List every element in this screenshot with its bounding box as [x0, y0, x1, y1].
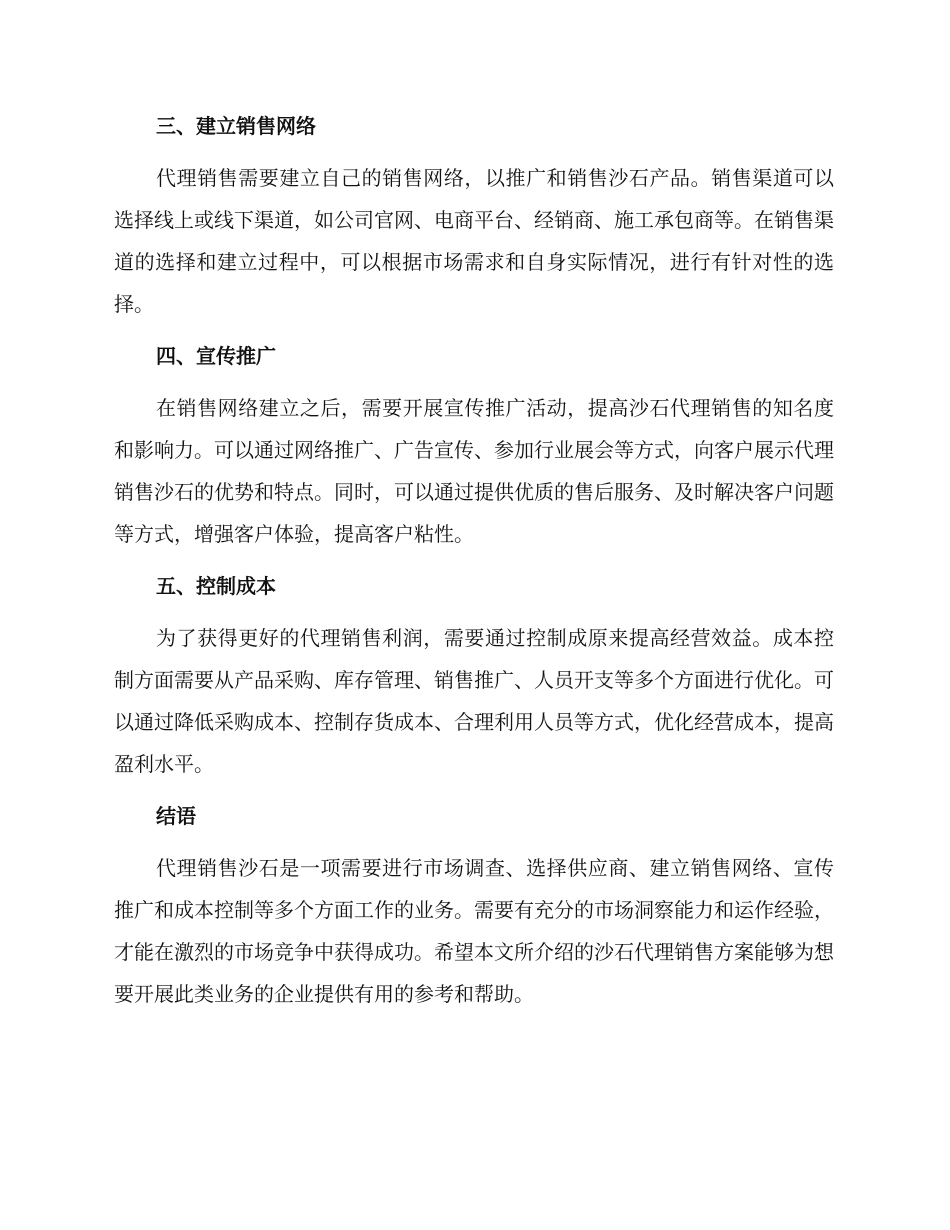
section-heading-sales-network: 三、建立销售网络: [156, 114, 316, 138]
section-body-sales-network: 代理销售需要建立自己的销售网络，以推广和销售沙石产品。销售渠道可以选择线上或线下渠道，如公司官网、电商平台、经销商、施工承包商等。在销售渠道的选择和建立过程中，可以根据市场需求和自身实际情况，进行有针对性的选择。: [114, 166, 834, 316]
section-body-promotion: 在销售网络建立之后，需要开展宣传推广活动，提高沙石代理销售的知名度和影响力。可以通过网络推广、广告宣传、参加行业展会等方式，向客户展示代理销售沙石的优势和特点。同时，可以通过提供优质的售后服务、及时解决客户问题等方式，增强客户体验，提高客户粘性。: [114, 396, 834, 546]
section-heading-conclusion: 结语: [156, 804, 196, 828]
section-body-cost-control: 为了获得更好的代理销售利润，需要通过控制成原来提高经营效益。成本控制方面需要从产品采购、库存管理、销售推广、人员开支等多个方面进行优化。可以通过降低采购成本、控制存货成本、合理利用人员等方式，优化经营成本，提高盈利水平。: [114, 626, 834, 776]
section-heading-cost-control: 五、控制成本: [156, 574, 276, 598]
document-page: [114, 105, 834, 1025]
section-heading-promotion: 四、宣传推广: [156, 344, 276, 368]
section-body-conclusion: 代理销售沙石是一项需要进行市场调查、选择供应商、建立销售网络、宣传推广和成本控制等多个方面工作的业务。需要有充分的市场洞察能力和运作经验，才能在激烈的市场竞争中获得成功。希望本文所介绍的沙石代理销售方案能够为想要开展此类业务的企业提供有用的参考和帮助。: [114, 856, 834, 1006]
